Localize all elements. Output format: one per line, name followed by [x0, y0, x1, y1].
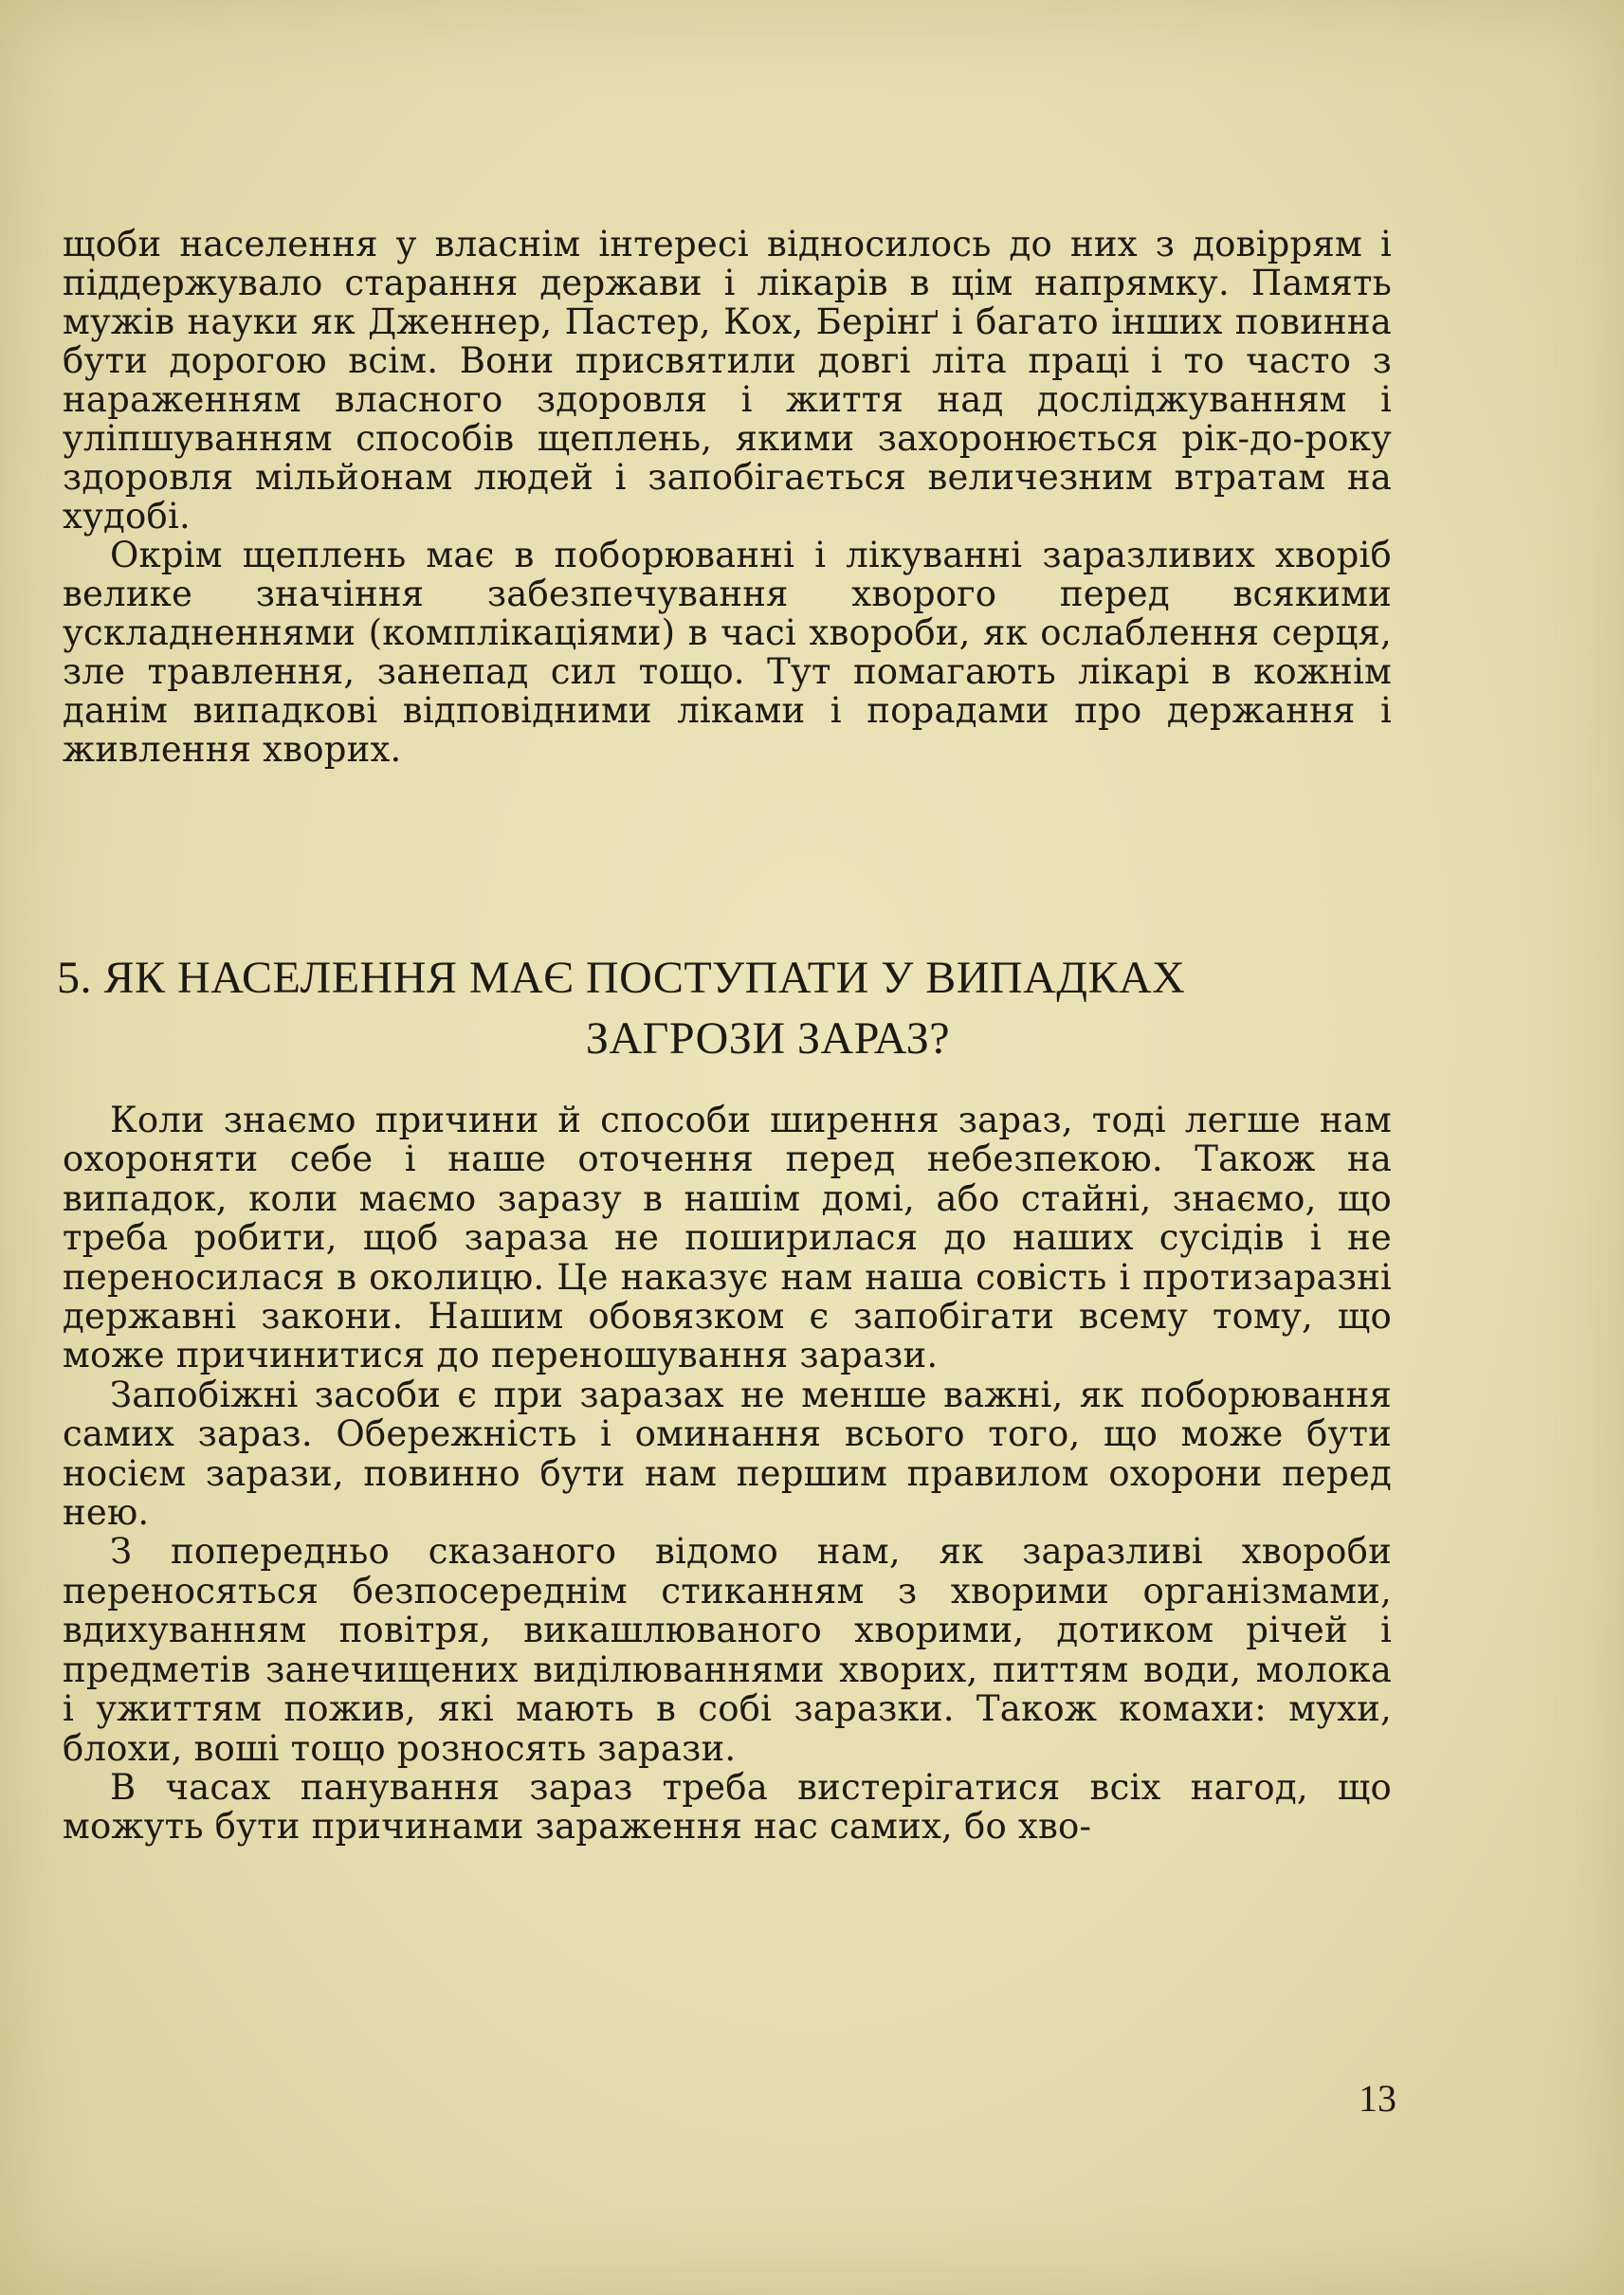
paragraph-epidemic-times: В часах панування зараз треба вистерігатися всіх нагод, що можуть бути причинами зараження нас самих, бо хво-: [63, 1766, 1392, 1848]
paragraph-causes: Коли знаємо причини й способи ширення зараз, тоді легше нам охороняти себе і наше оточення перед небезпекою. Також на випадок, коли маємо заразу в нашім домі, або стайні, знаємо, що треба робити, щоб зараза не поширилася до наших сусідів і не переносилася в околицю. Це наказує нам наша совість і протизаразні державні закони. Нашим обовязком є запобігати всему тому, що може причинитися до переношування зарази.: [63, 1100, 1392, 1376]
section-heading-line-1: 5. ЯК НАСЕЛЕННЯ МАЄ ПОСТУПАТИ У ВИПАДКАХ: [57, 953, 1186, 1003]
section-body: [63, 1101, 1392, 1847]
paragraph-treatment: Окрім щеплень має в поборюванні і лікуванні заразливих хворіб велике значіння забезпечування хворого перед всякими ускладненнями (комплікаціями) в часі хвороби, як ослаблення серця, зле травлення, занепад сил тощо. Тут помагають лікарі в кожнім данім випадкові відповідними ліками і порадами про держання і живлення хворих.: [63, 535, 1392, 770]
paragraph-transmission: З попередньо сказаного відомо нам, як заразливі хвороби переносяться безпосереднім стиканням з хворими організмами, вдихуванням повітря, викашлюваного хворими, дотиком річей і предметів занечищених виділюваннями хворих, питтям води, молока і ужиттям пожив, які мають в собі заразки. Також комахи: мухи, блохи, воші тощо розносять зарази.: [63, 1531, 1392, 1769]
page-number: 13: [1359, 2077, 1396, 2120]
section-heading: [57, 948, 1394, 1069]
section-heading-line-2: ЗАГРОЗИ ЗАРАЗ?: [585, 1013, 951, 1064]
paragraph-precautions: Запобіжні засоби є при заразах не менше важні, як поборювання самих зараз. Обережність і оминання всього того, що може бути носієм зарази, повинно бути нам першим правилом охорони перед нею.: [63, 1374, 1392, 1534]
top-text-section: [63, 225, 1392, 769]
paragraph-continued: щоби населення у власнім інтересі відносилось до них з довіррям і піддержувало старання держави і лікарів в цім напрямку. Память мужів науки як Дженнер, Пастер, Кох, Берінґ і багато інших повинна бути дорогою всім. Вони присвятили довгі літа праці і то часто з нараженням власного здоровля і життя над досліджуванням і уліпшуванням способів щеплень, якими захоронюється рік-до-року здоровля мільйонам людей і запобігається величезним втратам на худобі.: [63, 224, 1392, 537]
